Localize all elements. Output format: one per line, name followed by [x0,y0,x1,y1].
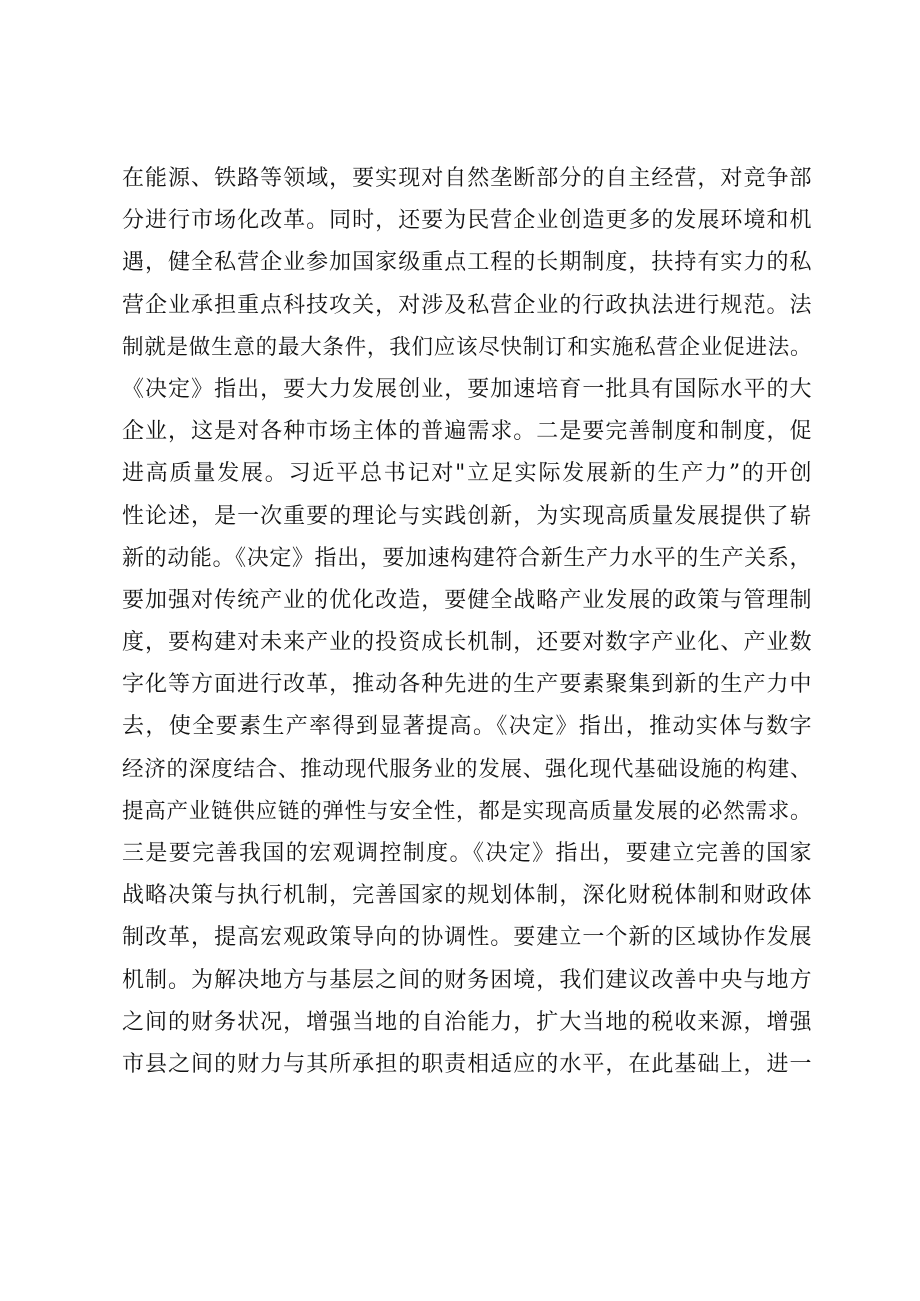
text-line: 遇，健全私营企业参加国家级重点工程的长期制度，扶持有实力的私 [122,250,812,276]
text-line: 企业，这是对各种市场主体的普遍需求。二是要完善制度和制度，促 [122,419,812,445]
text-line: 字化等方面进行改革，推动各种先进的生产要素聚集到新的生产力中 [122,672,812,698]
text-line: 之间的财务状况，增强当地的自治能力，扩大当地的税收来源，增强 [122,1009,812,1035]
text-line: 营企业承担重点科技攻关，对涉及私营企业的行政执法进行规范。法 [122,292,812,318]
text-line: 战略决策与执行机制，完善国家的规划体制，深化财税体制和财政体 [122,883,812,909]
text-line: 去，使全要素生产率得到显著提高。《决定》指出，推动实体与数字 [122,714,812,740]
text-line: 要加强对传统产业的优化改造，要健全战略产业发展的政策与管理制 [122,587,812,613]
text-line: 制就是做生意的最大条件，我们应该尽快制订和实施私营企业促进法。 [122,334,812,360]
text-line: 性论述，是一次重要的理论与实践创新，为实现高质量发展提供了崭 [122,503,812,529]
text-line: 经济的深度结合、推动现代服务业的发展、强化现代基础设施的构建、 [122,756,812,782]
text-line: 《决定》指出，要大力发展创业，要加速培育一批具有国际水平的大 [122,376,812,402]
text-line: 提高产业链供应链的弹性与安全性，都是实现高质量发展的必然需求。 [122,798,812,824]
text-line: 新的动能。《决定》指出，要加速构建符合新生产力水平的生产关系， [122,545,812,571]
text-line: 进高质量发展。习近平总书记对"立足实际发展新的生产力”的开创 [122,461,812,487]
text-line: 度，要构建对未来产业的投资成长机制，还要对数字产业化、产业数 [122,630,812,656]
body-text [122,158,812,1086]
text-line: 市县之间的财力与其所承担的职责相适应的水平，在此基础上，进一 [122,1051,812,1077]
text-line: 三是要完善我国的宏观调控制度。《决定》指出，要建立完善的国家 [122,841,812,866]
text-line: 机制。为解决地方与基层之间的财务困境，我们建议改善中央与地方 [122,967,812,993]
text-line: 制改革，提高宏观政策导向的协调性。要建立一个新的区域协作发展 [122,925,812,951]
text-line: 在能源、铁路等领域，要实现对自然垄断部分的自主经营，对竞争部 [122,166,812,191]
text-line: 分进行市场化改革。同时，还要为民营企业创造更多的发展环境和机 [122,208,812,234]
